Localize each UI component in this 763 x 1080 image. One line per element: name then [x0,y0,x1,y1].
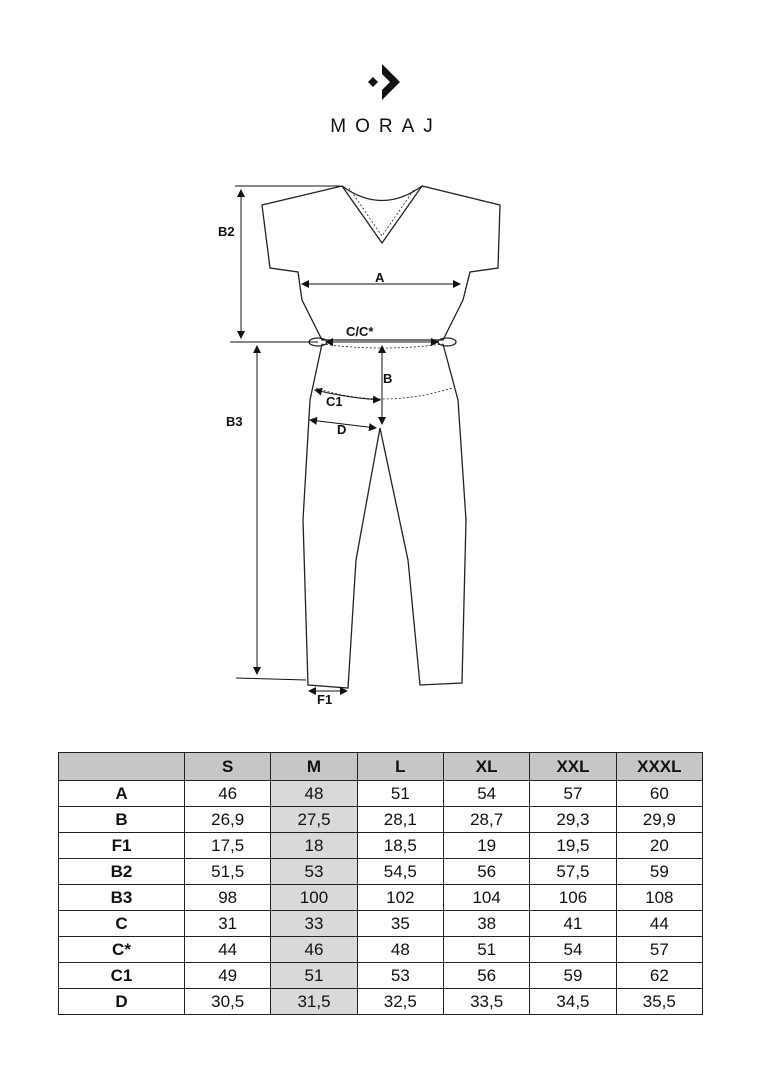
label-b3: B3 [226,414,243,429]
size-value-cell: 62 [616,963,702,989]
measurement-label: C [59,911,185,937]
size-header-cell: XL [443,753,529,781]
table-row [59,859,703,885]
measurement-label: A [59,781,185,807]
measurement-label: B2 [59,859,185,885]
size-value-cell: 59 [530,963,616,989]
size-value-cell: 57 [616,937,702,963]
size-value-cell: 54 [530,937,616,963]
size-value-cell: 51 [357,781,443,807]
size-value-cell: 100 [271,885,357,911]
size-value-cell: 60 [616,781,702,807]
size-value-cell: 46 [185,781,271,807]
size-value-cell: 46 [271,937,357,963]
size-value-cell: 54 [443,781,529,807]
size-value-cell: 38 [443,911,529,937]
measurement-label: C1 [59,963,185,989]
size-chart-table [58,752,703,1015]
size-value-cell: 106 [530,885,616,911]
label-b2: B2 [218,224,235,239]
label-b: B [383,371,393,386]
size-value-cell: 32,5 [357,989,443,1015]
size-header-corner [59,753,185,781]
size-value-cell: 56 [443,963,529,989]
label-c1: C1 [326,394,343,409]
size-value-cell: 57 [530,781,616,807]
size-value-cell: 53 [357,963,443,989]
measurement-label: C* [59,937,185,963]
size-value-cell: 57,5 [530,859,616,885]
size-value-cell: 26,9 [185,807,271,833]
measurement-label: F1 [59,833,185,859]
size-value-cell: 51,5 [185,859,271,885]
size-value-cell: 102 [357,885,443,911]
size-value-cell: 33,5 [443,989,529,1015]
table-row [59,937,703,963]
size-value-cell: 56 [443,859,529,885]
label-d: D [337,422,347,437]
size-value-cell: 51 [271,963,357,989]
jumpsuit-outline [262,186,500,688]
brand-name: MORAJ [330,116,442,137]
size-value-cell: 20 [616,833,702,859]
size-value-cell: 35 [357,911,443,937]
size-value-cell: 19,5 [530,833,616,859]
size-value-cell: 29,9 [616,807,702,833]
measurement-label: B3 [59,885,185,911]
size-value-cell: 35,5 [616,989,702,1015]
table-row [59,807,703,833]
size-value-cell: 17,5 [185,833,271,859]
size-value-cell: 48 [357,937,443,963]
size-value-cell: 31 [185,911,271,937]
size-value-cell: 28,1 [357,807,443,833]
size-value-cell: 49 [185,963,271,989]
size-value-cell: 34,5 [530,989,616,1015]
measurement-lines [230,186,460,691]
size-header-cell: XXXL [616,753,702,781]
size-value-cell: 51 [443,937,529,963]
size-value-cell: 28,7 [443,807,529,833]
size-value-cell: 44 [616,911,702,937]
table-row [59,911,703,937]
size-value-cell: 53 [271,859,357,885]
table-row [59,833,703,859]
table-row [59,781,703,807]
size-value-cell: 104 [443,885,529,911]
size-header-cell: XXL [530,753,616,781]
measurement-label: D [59,989,185,1015]
size-header-cell: S [185,753,271,781]
table-row [59,989,703,1015]
size-value-cell: 59 [616,859,702,885]
size-value-cell: 19 [443,833,529,859]
table-row [59,963,703,989]
size-value-cell: 18,5 [357,833,443,859]
size-header-cell: L [357,753,443,781]
measurement-label: B [59,807,185,833]
label-a: A [375,270,385,285]
size-value-cell: 54,5 [357,859,443,885]
table-row [59,885,703,911]
label-f1: F1 [317,692,333,707]
size-value-cell: 31,5 [271,989,357,1015]
size-value-cell: 98 [185,885,271,911]
size-value-cell: 44 [185,937,271,963]
size-table-body [59,781,703,1015]
size-value-cell: 18 [271,833,357,859]
size-value-cell: 48 [271,781,357,807]
label-c: C/C* [346,324,374,339]
size-header-cell: M [271,753,357,781]
size-header-row [59,753,703,781]
size-value-cell: 41 [530,911,616,937]
size-value-cell: 108 [616,885,702,911]
size-value-cell: 29,3 [530,807,616,833]
size-value-cell: 30,5 [185,989,271,1015]
size-value-cell: 33 [271,911,357,937]
size-value-cell: 27,5 [271,807,357,833]
